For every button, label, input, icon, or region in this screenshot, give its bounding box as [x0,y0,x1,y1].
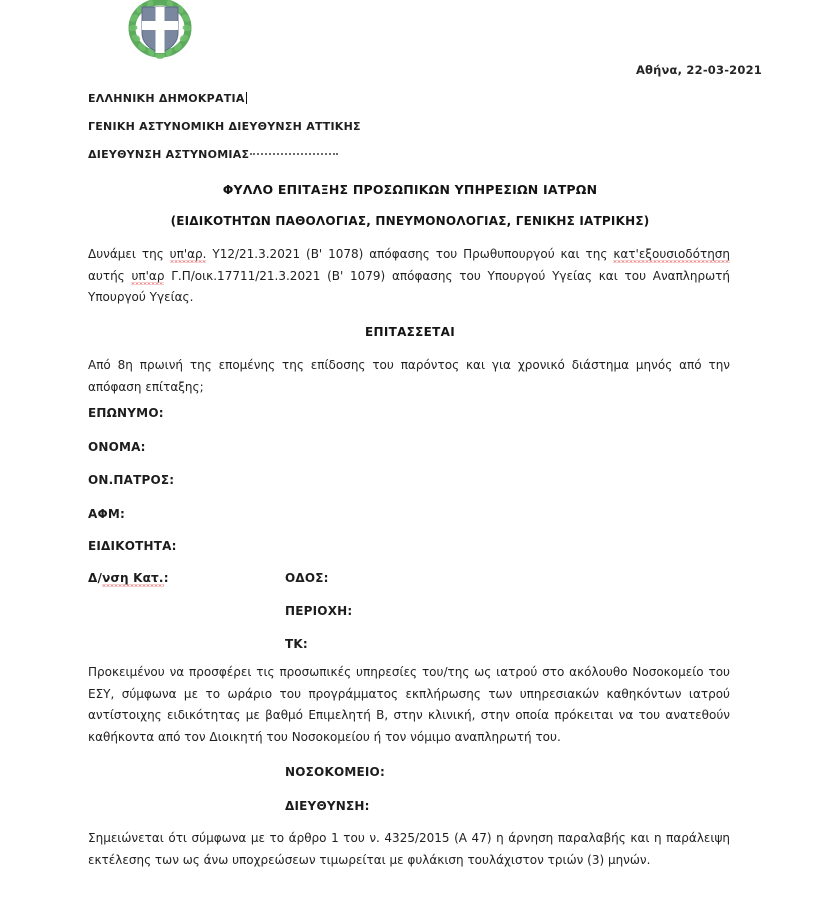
letterhead-line-republic [88,92,688,105]
field-label-hospital: ΝΟΣΟΚΟΜΕΙΟ: [285,765,385,779]
section-heading-requisitioned: ΕΠΙΤΑΣΣΕΤΑΙ [364,325,455,339]
field-label-tax-id: ΑΦΜ: [88,507,126,521]
effective-period-paragraph: Από 8η πρωινή της επομένης της επίδοσης του παρόντος και για χρονικό διάστημα μηνός από την απόφαση επίταξης; [88,358,730,394]
legal-basis-paragraph [88,244,730,309]
spellcheck-flagged-word-1: υπ'αρ. [169,247,207,261]
purpose-paragraph: Προκειμένου να προσφέρει τις προσωπικές υπηρεσίες του/της ως ιατρού στο ακόλουθο Νοσοκομείο του ΕΣΥ, σύμφωνα με το ωράριο του προγράμματος εκπλήρωσης των υπηρεσιακών καθηκόντων ιατρού αντίστοιχης ειδικότητας με βαθμό Επιμελητή Β, στην κλινική, στην οποία πρόκειται να του ανατεθούν καθήκοντα από τον Διοικητή του Νοσοκομείου ή τον νόμιμο αναπληρωτή του. [88,665,730,744]
penalty-note-paragraph: Σημειώνεται ότι σύμφωνα με το άρθρο 1 του ν. 4325/2015 (Α 47) η άρνηση παραλαβής και η παράλειψη εκτέλεσης των ως άνω υποχρεώσεων τιμωρείται με φυλάκιση τουλάχιστον τριών (3) μηνών. [88,831,730,867]
legal-part-1: Δυνάμει της [88,247,170,261]
field-label-postcode: ΤΚ: [285,637,308,651]
letterhead-line-police-directorate-text: ΔΙΕΥΘΥΝΣΗ ΑΣΤΥΝΟΜΙΑΣ [88,148,250,161]
field-label-hospital-address: ΔΙΕΥΘΥΝΣΗ: [285,799,370,813]
field-label-residence-address [88,571,169,585]
page-title: ΦΥΛΛΟ ΕΠΙΤΑΞΗΣ ΠΡΟΣΩΠΙΚΩΝ ΥΠΗΡΕΣΙΩΝ ΙΑΤΡΩΝ [222,182,598,197]
legal-part-2: Υ12/21.3.2021 (Β' 1078) απόφασης του Πρωθυπουργού και της [206,247,614,261]
letterhead-line-republic-text: ΕΛΛΗΝΙΚΗ ΔΗΜΟΚΡΑΤΙΑ [88,92,245,105]
spellcheck-flagged-word-3: υπ'αρ [131,268,165,283]
field-label-area: ΠΕΡΙΟΧΗ: [285,604,353,618]
residence-label-suffix: : [163,571,169,585]
page-subtitle: (ΕΙΔΙΚΟΤΗΤΩΝ ΠΑΘΟΛΟΓΙΑΣ, ΠΝΕΥΜΟΝΟΛΟΓΙΑΣ, ΓΕΝΙΚΗΣ ΙΑΤΡΙΚΗΣ) [170,214,650,228]
document-date: Αθήνα, 22-03-2021 [635,63,762,77]
field-label-street: ΟΔΟΣ: [285,571,329,585]
legal-part-3: αυτής [88,268,132,283]
spellcheck-flagged-word-4: νση Κατ. [102,571,164,585]
field-label-specialty: ΕΙΔΙΚΟΤΗΤΑ: [88,539,177,553]
spellcheck-flagged-word-2: κατ'εξουσιοδότηση [613,247,731,261]
text-cursor [246,92,247,104]
field-label-firstname: ΟΝΟΜΑ: [88,440,146,454]
legal-part-4: Γ.Π/οικ.17711/21.3.2021 (Β' 1079) απόφασης του Υπουργού Υγείας και του Αναπληρωτή Υπουργού Υγείας. [88,268,730,304]
letterhead-line-general-directorate [88,120,688,133]
residence-label-prefix: Δ/ [88,571,103,585]
letterhead-line-police-directorate [88,148,688,161]
field-label-fathername: ΟΝ.ΠΑΤΡΟΣ: [88,473,175,487]
dotted-fill-line [250,153,338,155]
field-label-surname: ΕΠΩΝΥΜΟ: [88,406,164,420]
letterhead-line-general-directorate-text: ΓΕΝΙΚΗ ΑΣΤΥΝΟΜΙΚΗ ΔΙΕΥΘΥΝΣΗ ΑΤΤΙΚΗΣ [88,120,361,133]
hellenic-republic-emblem-icon [127,0,193,60]
letterhead-block [88,92,688,176]
